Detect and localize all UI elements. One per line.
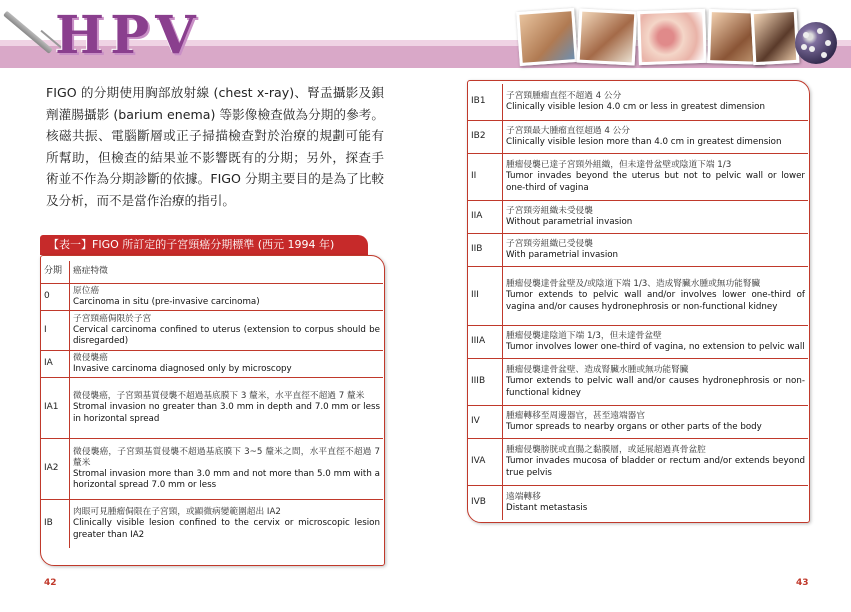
stage-desc-en: Stromal invasion no greater than 3.0 mm in depth and 7.0 mm or less in horizontal spread bbox=[73, 402, 380, 424]
table-row bbox=[468, 326, 808, 359]
photo-family bbox=[577, 9, 638, 66]
stage-desc-en: Distant metastasis bbox=[506, 503, 588, 513]
stage-cell: IB2 bbox=[468, 121, 503, 154]
stage-cell: IVA bbox=[468, 439, 503, 486]
stage-cell: IIA bbox=[468, 201, 503, 234]
stage-desc-zh: 肉眼可見腫瘤侷限在子宮頸，或顯微病變範圍超出 IA2 bbox=[73, 507, 281, 518]
stage-desc-zh: 腫瘤侵襲達陰道下端 1/3，但未達骨盆壁 bbox=[506, 330, 662, 341]
hpv-logo: HPV bbox=[55, 5, 202, 66]
stage-cell: 0 bbox=[41, 284, 70, 311]
stage-desc-en: Tumor invades beyond the uterus but not to pelvic wall or lower one-third of vagina bbox=[506, 171, 805, 193]
table-row bbox=[468, 84, 808, 121]
table-row bbox=[41, 284, 383, 311]
stage-desc-en: Invasive carcinoma diagnosed only by microscopy bbox=[73, 364, 292, 374]
header-feature: 癌症特徵 bbox=[70, 261, 384, 284]
stage-desc-zh: 子宮頸腫瘤直徑不超過 4 公分 bbox=[506, 90, 622, 101]
stage-desc-zh: 腫瘤侵襲膀胱或直腸之黏膜層，或延展超過真骨盆腔 bbox=[506, 445, 706, 456]
stage-desc-en: Without parametrial invasion bbox=[506, 217, 633, 227]
stage-desc-zh: 微侵襲癌，子宮頸基質侵襲不超過基底膜下 3~5 釐米之間，水平直徑不超過 7 釐米 bbox=[73, 446, 380, 468]
table-row bbox=[468, 359, 808, 406]
intro-paragraph: FIGO 的分期使用胸部放射線 (chest x-ray)、腎盂攝影及鋇劑灌腸攝影 (barium enema) 等影像檢查做為分期的參考。核磁共振、電腦斷層或正子掃描檢查對於治療的規劃可能有所幫助，但檢查的結果並不影響既有的分期；另外，探查手術並不作為分期診斷的依據。FIGO 分期主要目的是為了比較及分析，而不是當作治療的指引。 bbox=[46, 85, 384, 208]
stage-cell: IV bbox=[468, 406, 503, 439]
stage-desc-zh: 腫瘤侵襲已達子宮頸外組織，但未達骨盆壁或陰道下端 1/3 bbox=[506, 160, 732, 171]
stage-cell: II bbox=[468, 154, 503, 201]
table-row bbox=[468, 406, 808, 439]
stage-desc-en: Tumor extends to pelvic wall and/or involves lower one-third of vagina and/or causes hydronephrosis or non-functional kidney bbox=[506, 290, 805, 312]
stage-desc-zh: 腫瘤侵襲達骨盆壁、造成腎臟水腫或無功能腎臟 bbox=[506, 365, 689, 376]
stage-desc-zh: 子宮頸最大腫瘤直徑超過 4 公分 bbox=[506, 125, 630, 136]
stage-cell: IIB bbox=[468, 234, 503, 267]
stage-desc-en: Cervical carcinoma confined to uterus (extension to corpus should be disregarded) bbox=[73, 324, 380, 347]
stage-desc-zh: 原位癌 bbox=[73, 285, 100, 296]
stage-desc-zh: 腫瘤侵襲達骨盆壁及/或陰道下端 1/3、造成腎臟水腫或無功能腎臟 bbox=[506, 279, 761, 290]
stage-desc-zh: 遠端轉移 bbox=[506, 491, 541, 502]
staging-table-right bbox=[468, 84, 808, 520]
stage-desc-en: With parametrial invasion bbox=[506, 250, 619, 260]
stage-cell: III bbox=[468, 267, 503, 326]
stage-desc-en: Clinically visible lesion 4.0 cm or less in greatest dimension bbox=[506, 102, 765, 112]
stage-desc-en: Stromal invasion more than 3.0 mm and not more than 5.0 mm with a horizontal spread 7.0 mm or less bbox=[73, 469, 380, 491]
table-header-row bbox=[41, 261, 383, 284]
stage-desc-zh: 微侵襲癌，子宮頸基質侵襲不超過基底膜下 3 釐米，水平直徑不超過 7 釐米 bbox=[73, 391, 365, 402]
virus-icon bbox=[795, 22, 837, 64]
table-row bbox=[468, 154, 808, 201]
table-row bbox=[468, 201, 808, 234]
stage-desc-zh: 腫瘤轉移至周邊器官，甚至遠端器官 bbox=[506, 410, 645, 421]
stage-desc-zh: 子宮頸癌侷限於子宮 bbox=[73, 313, 152, 324]
stage-desc-en: Clinically visible lesion confined to the cervix or microscopic lesion greater than IA2 bbox=[73, 518, 380, 540]
stage-desc-en: Tumor invades mucosa of bladder or rectum and/or extends beyond true pelvis bbox=[506, 456, 805, 478]
table-row bbox=[468, 267, 808, 326]
stage-cell: I bbox=[41, 311, 70, 351]
stage-desc-en: Clinically visible lesion more than 4.0 cm in greatest dimension bbox=[506, 137, 782, 147]
stage-cell: IA2 bbox=[41, 439, 70, 500]
photo-cells bbox=[637, 9, 707, 65]
stage-desc-en: Tumor extends to pelvic wall and/or causes hydronephrosis or non-functional kidney bbox=[506, 376, 805, 398]
table-row bbox=[468, 486, 808, 521]
stage-cell: IIIA bbox=[468, 326, 503, 359]
stage-desc-en: Carcinoma in situ (pre-invasive carcinoma) bbox=[73, 297, 260, 307]
stage-cell: IIIB bbox=[468, 359, 503, 406]
table-row bbox=[41, 500, 383, 549]
stage-desc-zh: 子宮頸旁組織已受侵襲 bbox=[506, 238, 593, 249]
table-row bbox=[468, 121, 808, 154]
photo-girl bbox=[751, 9, 800, 65]
stage-desc-en: Tumor spreads to nearby organs or other parts of the body bbox=[506, 422, 762, 432]
stage-cell: IA bbox=[41, 351, 70, 378]
stage-cell: IA1 bbox=[41, 378, 70, 439]
page-number-right: 43 bbox=[796, 578, 809, 588]
table-row bbox=[41, 439, 383, 500]
table-row bbox=[41, 378, 383, 439]
staging-table-left bbox=[41, 261, 383, 548]
stage-cell: IB bbox=[41, 500, 70, 549]
header-stage: 分期 bbox=[41, 261, 70, 284]
stage-desc-en: Tumor involves lower one-third of vagina, no extension to pelvic wall bbox=[506, 342, 805, 352]
table-row bbox=[468, 439, 808, 486]
photo-mother-daughter bbox=[516, 8, 578, 66]
stage-cell: IVB bbox=[468, 486, 503, 521]
page-number-left: 42 bbox=[44, 578, 57, 588]
stage-desc-zh: 微侵襲癌 bbox=[73, 352, 108, 363]
table-row bbox=[468, 234, 808, 267]
table-row bbox=[41, 351, 383, 378]
page-header bbox=[0, 0, 851, 75]
table-row bbox=[41, 311, 383, 351]
stage-cell: IB1 bbox=[468, 84, 503, 121]
stage-desc-zh: 子宮頸旁組織未受侵襲 bbox=[506, 205, 593, 216]
table-caption: 【表一】FIGO 所訂定的子宮頸癌分期標準 (西元 1994 年) bbox=[40, 235, 368, 255]
